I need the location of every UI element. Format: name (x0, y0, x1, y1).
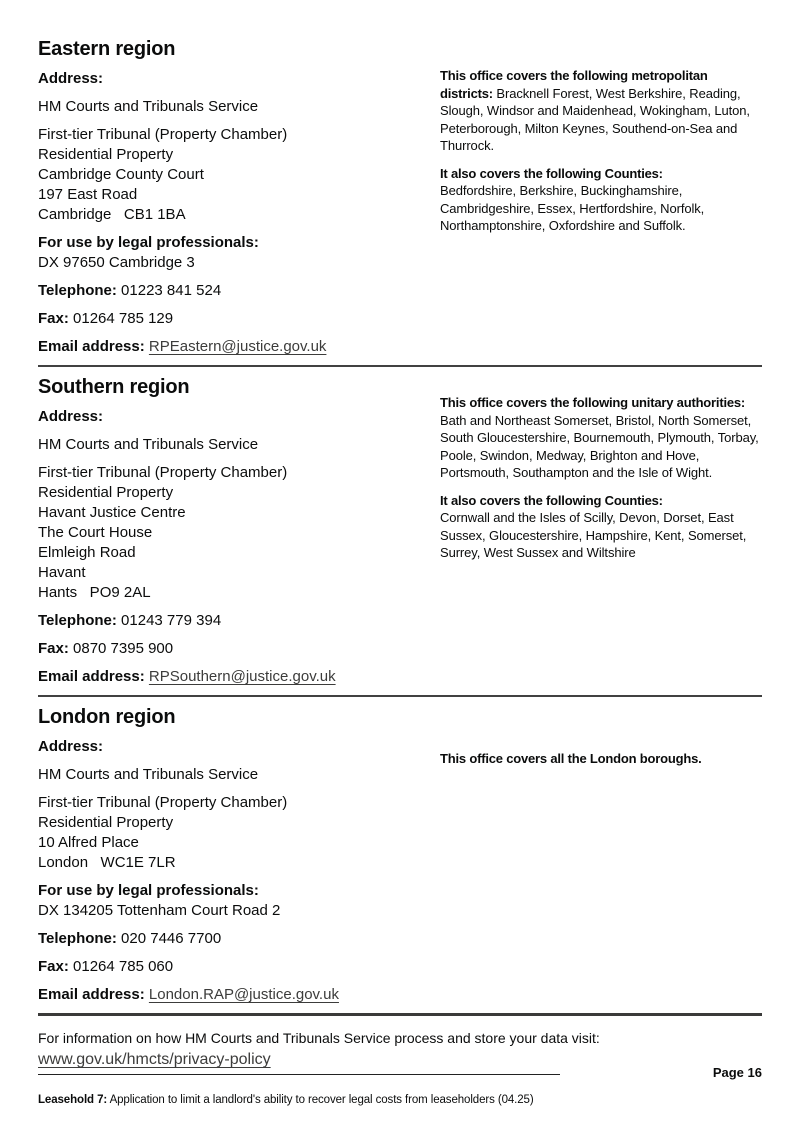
email-link[interactable]: RPEastern@justice.gov.uk (148, 338, 327, 355)
telephone-number: 01243 779 394 (116, 612, 222, 629)
london-contact-column (38, 705, 410, 1005)
address-line: First-tier Tribunal (Property Chamber) (38, 464, 288, 481)
dx-label: For use by legal professionals: (38, 882, 259, 899)
telephone-number: 020 7446 7700 (116, 930, 222, 947)
fax-label: Fax: (38, 310, 69, 327)
eastern-coverage-column (440, 37, 762, 357)
address-block (38, 463, 410, 603)
email-row (38, 337, 410, 357)
address-line: 10 Alfred Place (38, 834, 139, 851)
form-reference-label: Leasehold 7: (38, 1094, 108, 1106)
coverage-lead: It also covers the following Counties: (440, 165, 663, 181)
address-line: First-tier Tribunal (Property Chamber) (38, 794, 288, 811)
email-row (38, 667, 410, 687)
address-line: 197 East Road (38, 186, 138, 203)
email-row (38, 985, 410, 1005)
telephone-row (38, 281, 410, 301)
email-label: Email address: (38, 986, 145, 1003)
coverage-paragraph (440, 750, 762, 768)
footer-bottom-row (38, 1065, 762, 1084)
org-name: HM Courts and Tribunals Service (38, 436, 259, 453)
address-line: Hants PO9 2AL (38, 584, 151, 601)
privacy-link-row (38, 1050, 762, 1070)
coverage-paragraph (440, 394, 762, 482)
southern-coverage-column (440, 375, 762, 687)
fax-label: Fax: (38, 958, 69, 975)
privacy-policy-link[interactable]: www.gov.uk/hmcts/privacy-policy (38, 1051, 271, 1068)
address-line: Residential Property (38, 814, 174, 831)
address-block (38, 793, 410, 873)
address-line: The Court House (38, 524, 153, 541)
address-block (38, 125, 410, 225)
page-number: Page 16 (712, 1065, 762, 1080)
fax-row (38, 957, 410, 977)
fax-row (38, 309, 410, 329)
privacy-info-text: For information on how HM Courts and Tribunals Service process and store your data visit: (38, 1030, 600, 1046)
fax-number: 01264 785 060 (68, 958, 174, 975)
telephone-row (38, 929, 410, 949)
dx-block (38, 881, 410, 921)
section-london-region (38, 705, 762, 1005)
org-name: HM Courts and Tribunals Service (38, 98, 259, 115)
coverage-text: Bracknell Forest, West Berkshire, Reading, Slough, Windsor and Maidenhead, Wokingham, Luton, Peterborough, Milton Keynes, Southend-on-Sea and Thurrock. (440, 85, 750, 153)
email-link[interactable]: London.RAP@justice.gov.uk (148, 986, 339, 1003)
telephone-label: Telephone: (38, 930, 117, 947)
fax-row (38, 639, 410, 659)
coverage-text: Bedfordshire, Berkshire, Buckinghamshire, Cambridgeshire, Essex, Hertfordshire, Norfolk, Northamptonshire, Oxfordshire and Suffolk. (440, 183, 705, 233)
fax-label: Fax: (38, 640, 69, 657)
page-footer (38, 1013, 762, 1107)
coverage-paragraph (440, 67, 762, 155)
footer-divider-line (38, 1070, 560, 1075)
address-line: Havant Justice Centre (38, 504, 186, 521)
org-name: HM Courts and Tribunals Service (38, 766, 259, 783)
telephone-number: 01223 841 524 (116, 282, 222, 299)
coverage-lead: This office covers the following metropolitan districts: (440, 68, 708, 101)
section-eastern-region (38, 37, 762, 367)
address-line: Havant (38, 564, 86, 581)
form-reference-text: Application to limit a landlord's ability to recover legal costs from leaseholders (04.25) (107, 1094, 534, 1106)
coverage-lead: This office covers the following unitary authorities: (440, 395, 746, 410)
telephone-row (38, 611, 410, 631)
southern-contact-column (38, 375, 410, 687)
fax-number: 0870 7395 900 (68, 640, 174, 657)
london-coverage-column (440, 705, 762, 1005)
address-label: Address: (38, 70, 104, 87)
coverage-paragraph (440, 165, 762, 235)
dx-value: DX 97650 Cambridge 3 (38, 254, 195, 271)
region-heading-eastern: Eastern region (38, 38, 176, 60)
region-heading-southern: Southern region (38, 376, 190, 398)
address-line: Residential Property (38, 146, 174, 163)
coverage-text: Bath and Northeast Somerset, Bristol, North Somerset, South Gloucestershire, Bournemouth, Plymouth, Torbay, Poole, Swindon, Medway, Brighton and Hove, Portsmouth, Southampton and the Isle of Wight. (440, 412, 759, 480)
eastern-contact-column (38, 37, 410, 357)
address-line: First-tier Tribunal (Property Chamber) (38, 126, 288, 143)
dx-label: For use by legal professionals: (38, 234, 259, 251)
address-label: Address: (38, 738, 104, 755)
address-label: Address: (38, 408, 104, 425)
address-line: Cambridge CB1 1BA (38, 206, 186, 223)
section-southern-region (38, 375, 762, 697)
form-reference-line (38, 1093, 762, 1107)
fax-number: 01264 785 129 (68, 310, 174, 327)
telephone-label: Telephone: (38, 612, 117, 629)
email-label: Email address: (38, 338, 145, 355)
address-line: Elmleigh Road (38, 544, 136, 561)
dx-block (38, 233, 410, 273)
region-heading-london: London region (38, 706, 176, 728)
coverage-paragraph (440, 492, 762, 562)
address-line: London WC1E 7LR (38, 854, 176, 871)
address-line: Residential Property (38, 484, 174, 501)
coverage-text: Cornwall and the Isles of Scilly, Devon, Dorset, East Sussex, Gloucestershire, Hampshire, Kent, Somerset, Surrey, West Sussex and Wiltshire (440, 510, 747, 560)
telephone-label: Telephone: (38, 282, 117, 299)
address-line: Cambridge County Court (38, 166, 204, 183)
coverage-lead: This office covers all the London boroughs. (440, 751, 702, 766)
email-link[interactable]: RPSouthern@justice.gov.uk (148, 668, 336, 685)
email-label: Email address: (38, 668, 145, 685)
dx-value: DX 134205 Tottenham Court Road 2 (38, 902, 281, 919)
coverage-lead: It also covers the following Counties: (440, 492, 663, 508)
